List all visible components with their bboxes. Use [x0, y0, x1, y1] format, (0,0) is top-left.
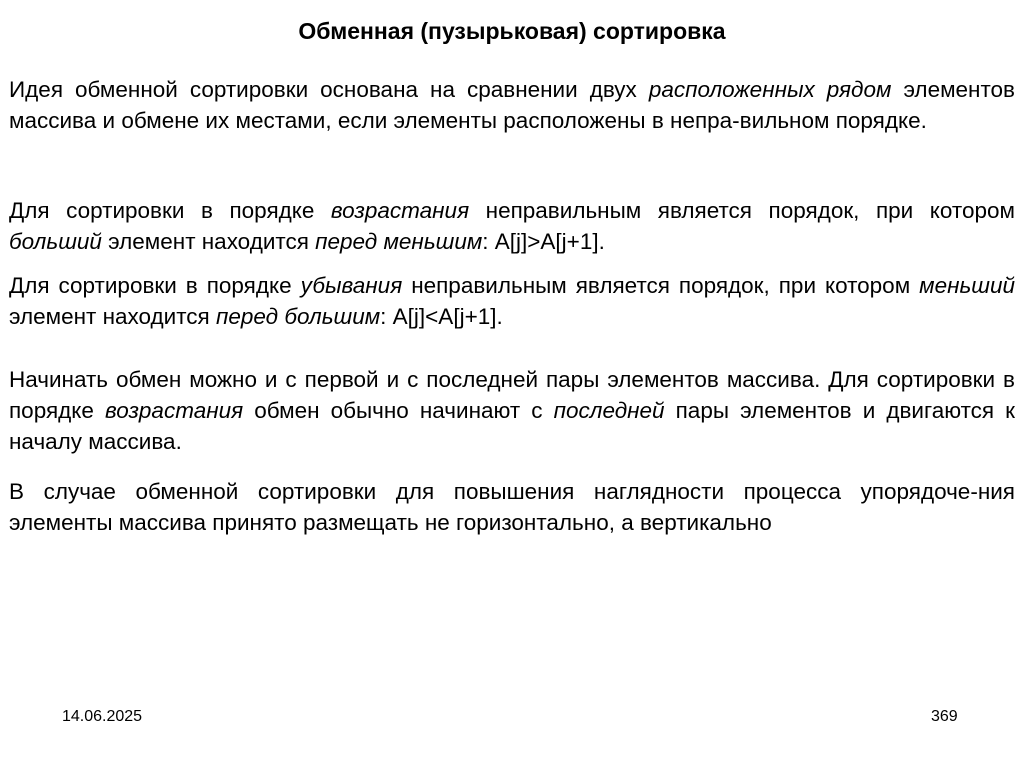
text-run: обмен обычно начинают с	[243, 398, 554, 423]
paragraph-idea	[9, 74, 1015, 136]
text-run: Начинать обмен можно и с первой и с последней пары элементов массива. Для сортировки в порядке	[9, 367, 1015, 423]
paragraph-descending	[9, 270, 1015, 332]
text-run: В случае обменной сортировки для повышения наглядности процесса упорядоче-ния элементы массива принято размещать не горизонтально, а вертикально	[9, 479, 1015, 535]
text-run: элемент находится	[101, 229, 316, 254]
text-run: Для сортировки в порядке	[9, 198, 331, 223]
paragraph-exchange-start	[9, 364, 1015, 457]
italic-run: убывания	[300, 273, 403, 298]
footer-date: 14.06.2025	[62, 708, 143, 725]
paragraph-ascending	[9, 195, 1015, 257]
italic-run: больший	[9, 229, 102, 254]
italic-run: перед большим	[215, 304, 381, 329]
text-run: : A[j]<A[j+1].	[380, 304, 503, 329]
text-run: неправильным является порядок, при котором	[402, 273, 920, 298]
text-run: неправильным является порядок, при котором	[469, 198, 1015, 223]
text-run: элемент находится	[9, 304, 216, 329]
paragraph-vertical-layout	[9, 476, 1015, 538]
italic-run: меньший	[919, 273, 1015, 298]
page-number: 369	[931, 708, 958, 725]
italic-run: расположенных рядом	[648, 77, 892, 102]
text-run: пары элементов и двигаются к началу массива.	[9, 398, 1015, 454]
text-run: Для сортировки в порядке	[9, 273, 301, 298]
text-run: элементов массива и обмене их местами, если элементы расположены в непра-вильном порядке.	[9, 77, 1016, 133]
text-run: Идея обменной сортировки основана на сравнении двух	[9, 77, 649, 102]
italic-run: возрастания	[104, 398, 244, 423]
slide-title: Обменная (пузырьковая) сортировка	[298, 18, 726, 44]
italic-run: возрастания	[330, 198, 470, 223]
italic-run: последней	[553, 398, 665, 423]
text-run: : A[j]>A[j+1].	[482, 229, 605, 254]
italic-run: перед меньшим	[315, 229, 483, 254]
